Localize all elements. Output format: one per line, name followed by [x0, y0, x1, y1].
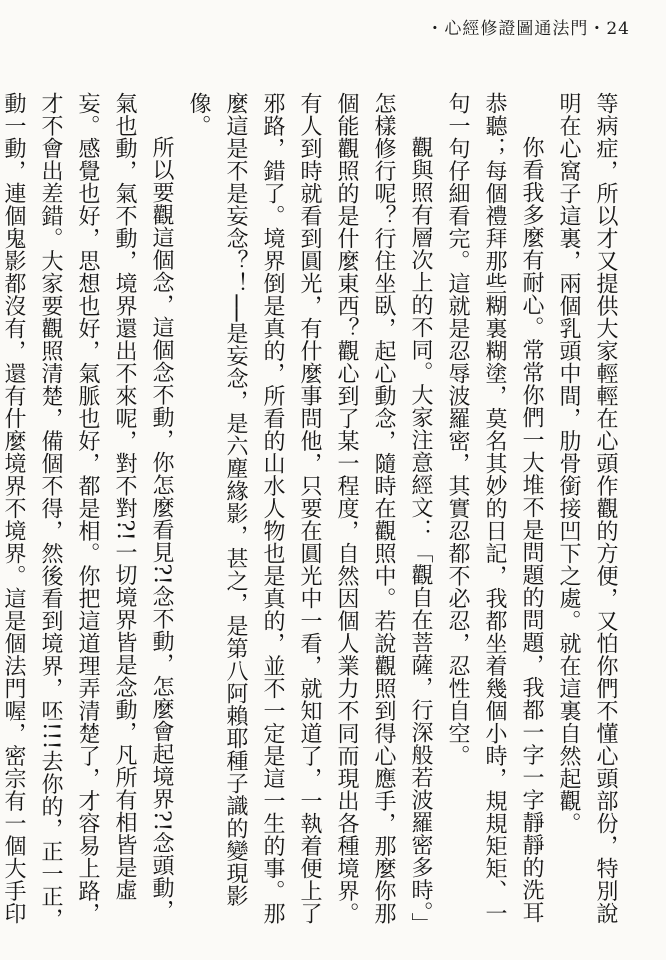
paragraph-1: 等病症，所以才又提供大家輕輕在心頭作觀的方便，又怕你們不懂心頭部份，特別說明在心窩子這裏，兩個乳頭中間，肋骨銜接凹下之處。就在這裏自然起觀。	[556, 92, 618, 925]
running-header: ・心經修證圖通法門・24	[426, 19, 630, 39]
paragraph-4: 所以要觀這個念，這個念不動，你怎麼看見?!念不動，怎麼會起境界?!念頭動，氣也動，氣不動，境界還出不來呢，對不對?!一切境界皆是念動，凡所有相皆是虛妄。感覺也好，思想也好，氣脈也好，都是相。你把這道理弄清楚了，才容易上路，才不會出差錯。大家要觀照清楚，備個不得，然後看到境界，呸!!!去你的，正一正，動一動，連個鬼影都沒有，還有什麼境界不境界。這是個法門喔，密宗有一個大手印	[1, 92, 174, 931]
paragraph-2: 你看我多麼有耐心。常常你們一大堆不是問題的問題，我都一字一字靜靜的洗耳恭聽；每個禮拜那些糊裏糊塗，莫名其妙的日記，我都坐着幾個小時，規規矩矩、一句一句仔細看完。這就是忍辱波羅密，其實忍都不必忍，忍性自空。	[445, 92, 544, 925]
vertical-body-text	[1, 92, 624, 932]
paragraph-3: 觀與照有層次上的不同。大家注意經文：「觀自在菩薩，行深般若波羅密多時。」怎樣修行呢？行住坐臥，起心動念，隨時在觀照中。若說觀照到得心應手，那麼你那個能觀照的是什麼東西？觀心到了某一程度，自然因個人業力不同而現出各種境界。有人到時就看到圓光，有什麼事問他，只要在圓光中一看，就知道了，一執着便上了邪路，錯了。境界倒是真的，所看的山水人物也是真的，並不一定是這一生的事。那麼這是不是妄念？！──是妄念，是六塵緣影，甚之，是第八阿賴耶種子識的變現影像。	[186, 92, 433, 925]
